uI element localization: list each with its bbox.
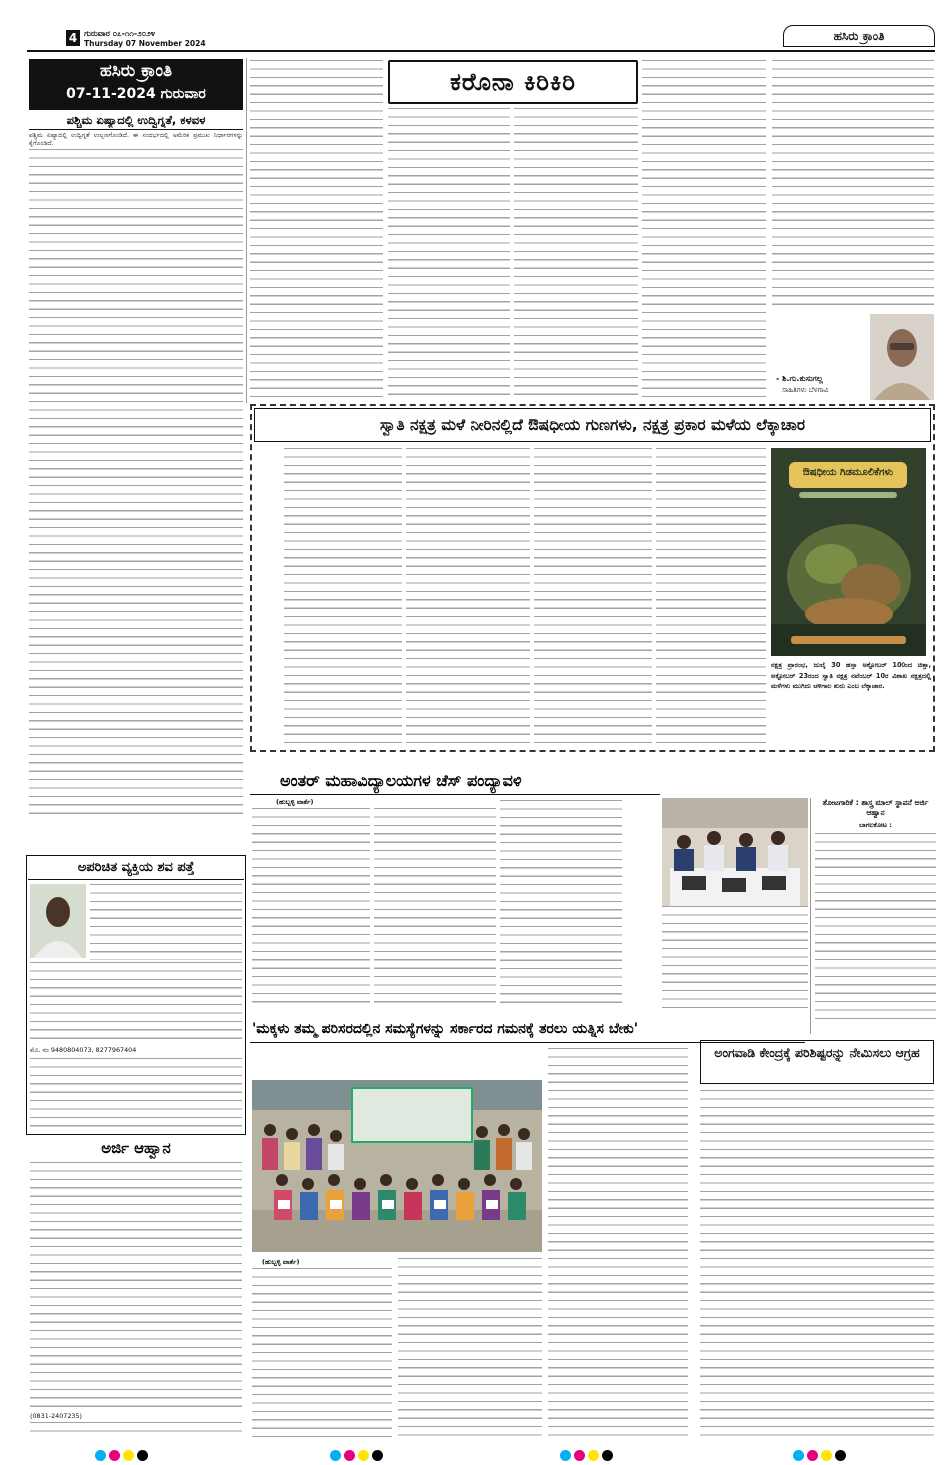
reg-dot — [358, 1450, 369, 1461]
reg-dot — [821, 1450, 832, 1461]
swati-headline-bar — [254, 408, 931, 442]
header-date-kannada: ಗುರುವಾರ ೦೭-೧೧-೨೦೨೪ — [84, 29, 156, 38]
unknown-body-text-a — [90, 884, 242, 960]
side-notice-text — [815, 833, 936, 1019]
chess-players-icon — [662, 798, 808, 906]
col-divider-1 — [246, 58, 247, 403]
registration-marks-2 — [330, 1446, 386, 1465]
paper-date: 07-11-2024 ಗುರುವಾರ — [66, 86, 206, 102]
swati-col-2 — [406, 448, 530, 744]
karona-col-a — [388, 108, 510, 400]
chess-col-2 — [374, 808, 496, 1008]
application-text-a — [30, 1162, 242, 1410]
anganwadi-headline: ಅಂಗವಾಡಿ ಕೇಂದ್ರಕ್ಕೆ ಪರಿಶಿಷ್ಟರನ್ನು ನೇಮಿಸಲು ಆಗ್ರಹ — [714, 1045, 920, 1060]
column-headline: ಕರೊನಾ ಕಿರಿಕಿರಿ — [450, 68, 576, 96]
registration-marks-4 — [793, 1446, 849, 1465]
reg-dot — [560, 1450, 571, 1461]
unknown-body-rule — [28, 879, 244, 880]
reg-dot — [588, 1450, 599, 1461]
children-headline: 'ಮಕ್ಕಳು ತಮ್ಮ ಪರಿಸರದಲ್ಲಿನ ಸಮಸ್ಯೆಗಳನ್ನು ಸರ್ಕಾರದ ಗಮನಕ್ಕೆ ತರಲು ಯತ್ನಿಸ ಬೇಕು' — [252, 1021, 639, 1037]
author-photo — [870, 314, 934, 400]
reg-dot — [807, 1450, 818, 1461]
reg-dot — [835, 1450, 846, 1461]
person-portrait-icon — [30, 884, 86, 958]
chess-col-4 — [662, 906, 808, 1010]
swati-headline: ಸ್ವಾತಿ ನಕ್ಷತ್ರ ಮಳೆ ನೀರಿನಲ್ಲಿದೆ ಔಷಧೀಯ ಗುಣಗಳು, ನಕ್ಷತ್ರ ಪ್ರಕಾರ ಮಳೆಯ ಲೆಕ್ಕಾಚಾರ — [379, 415, 806, 434]
swati-col-1 — [284, 448, 402, 744]
col2-text — [250, 60, 383, 400]
book-title: ಔಷಧೀಯ ಗಿಡಮೂಲಿಕೆಗಳು — [802, 467, 894, 478]
paper-name: ಹಸಿರು ಕ್ರಾಂತಿ — [99, 61, 173, 81]
application-text-b — [30, 1422, 242, 1439]
herbs-illustration-icon — [771, 448, 926, 656]
application-headline: ಅರ್ಜಿ ಆಹ್ವಾನ — [101, 1139, 171, 1157]
author-box — [772, 314, 935, 402]
chess-dateline: (ಹುಬ್ಬಳ್ಳಿ ವಾರ್ತೆ) — [276, 798, 314, 806]
reg-dot — [574, 1450, 585, 1461]
reg-dot — [123, 1450, 134, 1461]
header-rule — [27, 50, 935, 52]
page-number-box — [66, 30, 80, 46]
children-col-photo-below-2 — [398, 1258, 542, 1438]
header-date-english: Thursday 07 November 2024 — [84, 39, 206, 48]
side-notice-dateline: ಬಾಗಲಕೋಟ : — [859, 821, 892, 829]
side-notice — [810, 798, 936, 1034]
karona-col-d — [772, 60, 934, 310]
karona-col-c — [642, 60, 766, 400]
column-headline-box — [388, 60, 638, 104]
anganwadi-headline-box — [700, 1040, 934, 1084]
reg-dot — [344, 1450, 355, 1461]
reg-dot — [95, 1450, 106, 1461]
unknown-body-text-c — [30, 1058, 242, 1132]
editorial-lead: ಪಶ್ಚಿಮ ಏಷ್ಯಾದಲ್ಲಿ ಉದ್ವಿಗ್ನತೆ ಉಲ್ಬಣಗೊಂಡಿದೆ. ಈ ಸಂದರ್ಭದಲ್ಲಿ ಅಮೆರಿಕ ಪ್ರಮುಖ ನಿರ್ಧಾರಗಳನ್ನು ಕೈಗೊಂಡಿದೆ. — [29, 132, 243, 148]
registration-marks-3 — [560, 1446, 616, 1465]
reg-dot — [372, 1450, 383, 1461]
editorial-rule — [29, 129, 243, 130]
children-group-photo — [252, 1080, 542, 1252]
reg-dot — [137, 1450, 148, 1461]
reg-dot — [793, 1450, 804, 1461]
chess-col-1 — [252, 808, 370, 1008]
unknown-body-headline: ಅಪರಿಚಿತ ವ್ಯಕ್ತಿಯ ಶವ ಪತ್ತೆ — [77, 860, 195, 875]
anganwadi-text — [700, 1090, 934, 1438]
side-notice-headline: ತೋಟಗಾರಿಕೆ : ಶಾಸ್ತ್ರ ಮಾಲ್ ಸ್ಥಾಪನೆ ಅರ್ಜಿ ಆಹ್ವಾನ — [822, 798, 929, 817]
children-col-photo-below-1 — [252, 1268, 392, 1438]
unknown-body-contact: ಮೊ. ನಂ 9480804073, 8277967404 — [30, 1046, 137, 1054]
application-phone: (0831-2407235) — [30, 1412, 83, 1420]
unknown-person-photo — [30, 884, 86, 958]
editorial-body — [29, 132, 243, 822]
chess-photo — [662, 798, 808, 906]
masthead-tab — [783, 25, 935, 47]
registration-marks-1 — [95, 1446, 151, 1465]
swati-col-3 — [534, 448, 652, 744]
author-portrait-icon — [870, 314, 934, 400]
unknown-body-text-b — [30, 962, 242, 1042]
chess-headline: ಅಂತರ್ ಮಹಾವಿದ್ಯಾಲಯಗಳ ಚೆಸ್ ಪಂದ್ಯಾವಳಿ — [280, 771, 522, 790]
book-cover-image — [771, 448, 926, 656]
author-name: - ಶಿ.ಗು.ಕುಸುಗಲ್ಲ — [776, 374, 823, 383]
paper-name-box — [29, 59, 243, 110]
page-header — [0, 0, 945, 52]
chess-photo-2 — [662, 906, 808, 1010]
editorial-text-lines — [29, 149, 243, 819]
book-caption: ನಕ್ಷತ್ರ ಪ್ರಾರಂಭ, ಜುಲೈ 30 ಹಸ್ತಾ ಅಕ್ಟೋಬರ್ 100ಂದ ಚಿತ್ತಾ, ಅಕ್ಟೋಬರ್ 23ರಂದ ಸ್ವಾತಿ ನಕ್ಷತ್ರ ನವೆಂಬರ್ 10ರ ವಿಶಾಖ ನಕ್ಷತ್ರದಲ್ಲಿ ಮಳೆಗಳು ಮುಗಿದು ಚಳಿಗಾಲ ಶುರು ಎಂಬ ಲೆಕ್ಕಾಚಾರ. — [771, 661, 931, 690]
reg-dot — [109, 1450, 120, 1461]
chess-col-3 — [500, 800, 622, 1008]
page-number: 4 — [68, 31, 78, 45]
reg-dot — [602, 1450, 613, 1461]
chess-rule — [250, 794, 660, 795]
author-role: ಸಾಹಿತಿಗಳು ಬೆಳಗಾವಿ — [782, 386, 829, 394]
masthead-title: ಹಸಿರು ಕ್ರಾಂತಿ — [833, 29, 885, 43]
reg-dot — [330, 1450, 341, 1461]
group-photo-icon — [252, 1080, 542, 1252]
children-col-right — [548, 1048, 688, 1438]
swati-col-4 — [656, 448, 766, 744]
children-dateline: (ಹುಬ್ಬಳ್ಳಿ ವಾರ್ತೆ) — [262, 1258, 300, 1266]
karona-col-b — [514, 108, 638, 400]
editorial-headline: ಪಶ್ಚಿಮ ಏಷ್ಯಾದಲ್ಲಿ ಉದ್ವಿಗ್ನತೆ, ಕಳವಳ — [66, 113, 206, 127]
